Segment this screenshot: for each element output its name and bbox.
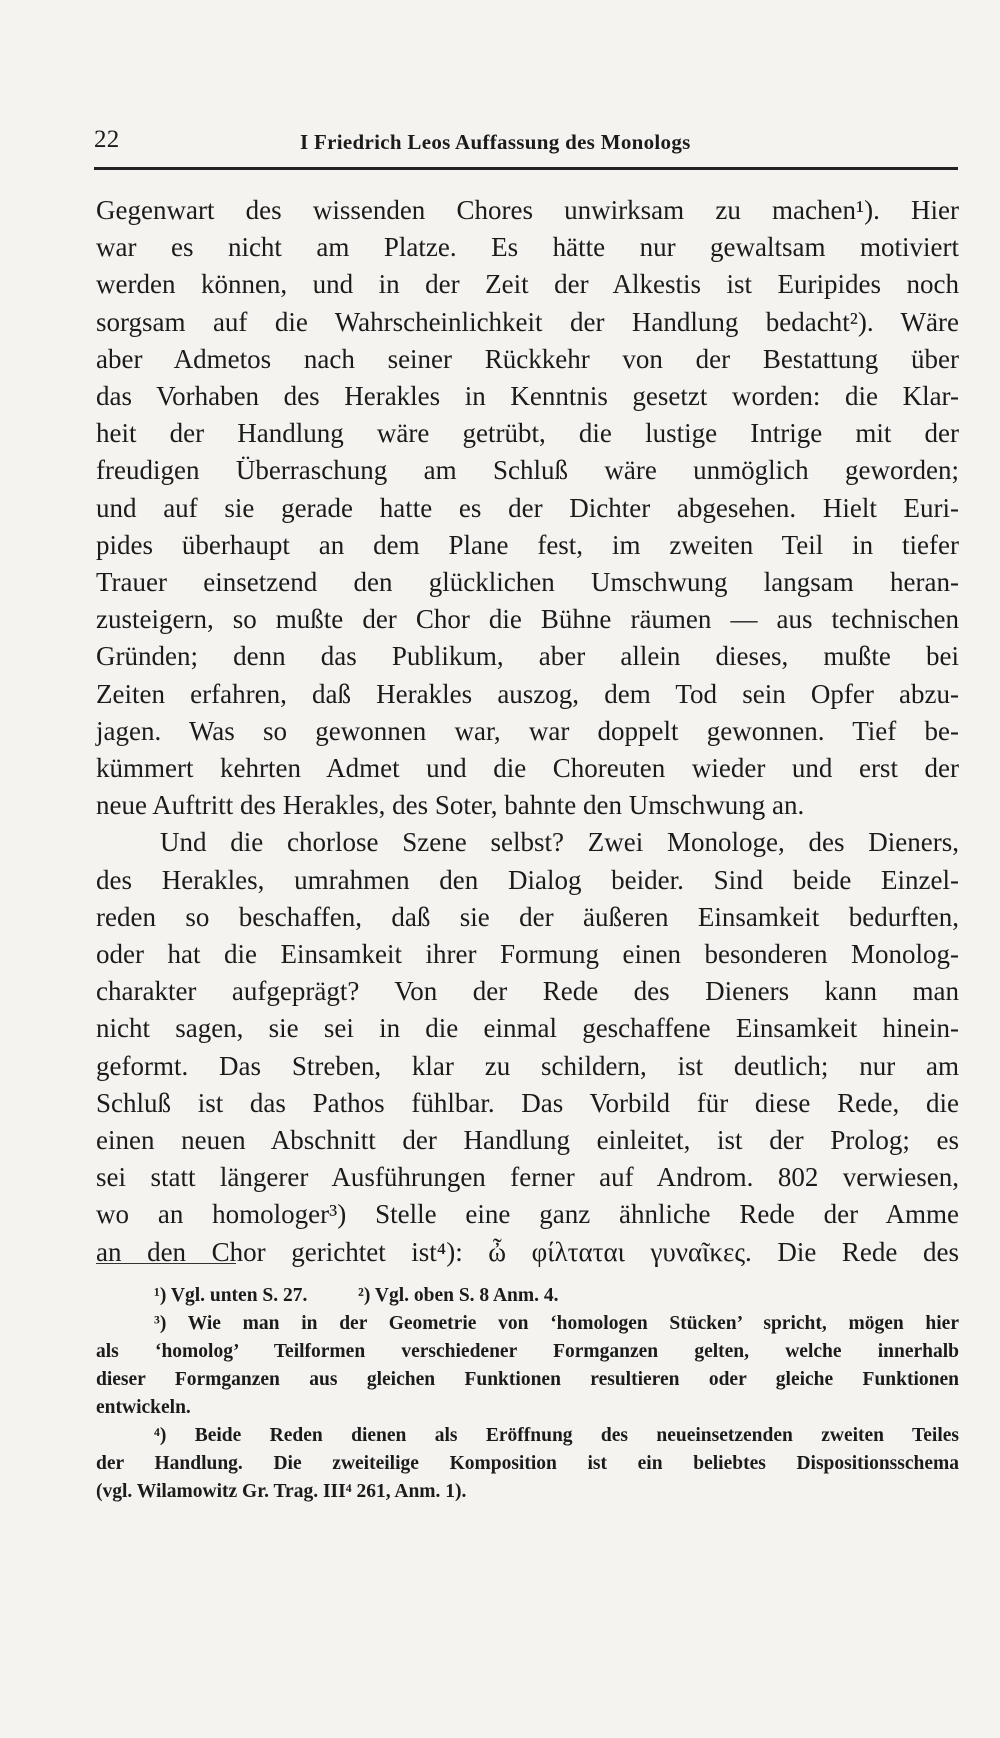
footnote-line: als ‘homolog’ Teilformen verschiedener Formganzen gelten, welche innerhalb	[96, 1341, 959, 1362]
text-line: neue Auftritt des Herakles, des Soter, bahnte den Umschwung an.	[96, 790, 805, 821]
text-line: Und die chorlose Szene selbst? Zwei Monologe, des Dieners,	[160, 827, 959, 858]
text-line: sorgsam auf die Wahrscheinlichkeit der Handlung bedacht²). Wäre	[96, 306, 959, 337]
paragraph-2	[96, 824, 959, 1270]
header-rule	[94, 167, 958, 170]
footnote-1: ¹) Vgl. unten S. 27.	[154, 1285, 308, 1306]
footnote-rule	[96, 1263, 236, 1264]
text-line: das Vorhaben des Herakles in Kenntnis gesetzt worden: die Klar-	[96, 381, 959, 412]
text-line: nicht sagen, sie sei in die einmal geschaffene Einsamkeit hinein-	[96, 1013, 959, 1044]
footnote-line: ⁴) Beide Reden dienen als Eröffnung des neueinsetzenden zweiten Teiles	[154, 1425, 959, 1446]
footnotes	[96, 1282, 959, 1506]
footnote-1-2	[96, 1282, 959, 1310]
text-line: reden so beschaffen, daß sie der äußeren Einsamkeit bedurften,	[96, 901, 959, 932]
text-line: charakter aufgeprägt? Von der Rede des Dieners kann man	[96, 976, 959, 1007]
text-line: Gegenwart des wissenden Chores unwirksam zu machen¹). Hier	[96, 195, 959, 225]
text-line: Schluß ist das Pathos fühlbar. Das Vorbild für diese Rede, die	[96, 1087, 959, 1118]
text-line: jagen. Was so gewonnen war, war doppelt gewonnen. Tief be-	[96, 715, 959, 746]
text-line: geformt. Das Streben, klar zu schildern, ist deutlich; nur am	[96, 1050, 959, 1081]
footnote-line: der Handlung. Die zweiteilige Komposition ist ein beliebtes Dispositionsschema	[96, 1453, 959, 1474]
text-line: kümmert kehrten Admet und die Choreuten wieder und erst der	[96, 753, 959, 784]
text-line: freudigen Überraschung am Schluß wäre unmöglich geworden;	[96, 455, 959, 486]
text-line: sei statt längerer Ausführungen ferner auf Androm. 802 verwiesen,	[96, 1162, 959, 1193]
text-line: und auf sie gerade hatte es der Dichter abgesehen. Hielt Euri-	[96, 492, 959, 523]
text-line: pides überhaupt an dem Plane fest, im zweiten Teil in tiefer	[96, 529, 959, 560]
text-line: heit der Handlung wäre getrübt, die lustige Intrige mit der	[96, 418, 959, 449]
page-number: 22	[94, 126, 120, 153]
text-line: oder hat die Einsamkeit ihrer Formung einen besonderen Monolog-	[96, 939, 959, 970]
paragraph-1	[96, 192, 959, 824]
main-text	[96, 192, 959, 1271]
text-line: wo an homologer³) Stelle eine ganz ähnliche Rede der Amme	[96, 1199, 959, 1230]
footnote-line: entwickeln.	[96, 1397, 191, 1418]
text-line: einen neuen Abschnitt der Handlung einleitet, ist der Prolog; es	[96, 1125, 959, 1156]
text-line: Gründen; denn das Publikum, aber allein dieses, mußte bei	[96, 641, 959, 672]
text-line: an den Chor gerichtet ist⁴): ὦ φίλταται γυναῖκες. Die Rede des	[96, 1236, 959, 1267]
footnote-2: ²) Vgl. oben S. 8 Anm. 4.	[358, 1285, 559, 1306]
text-line: zusteigern, so mußte der Chor die Bühne räumen — aus technischen	[96, 604, 959, 635]
footnote-line: dieser Formganzen aus gleichen Funktionen resultieren oder gleiche Funktionen	[96, 1369, 959, 1390]
text-line: aber Admetos nach seiner Rückkehr von der Bestattung über	[96, 343, 959, 374]
footnote-3	[96, 1310, 959, 1422]
text-line: des Herakles, umrahmen den Dialog beider. Sind beide Einzel-	[96, 864, 959, 895]
footnote-4	[96, 1422, 959, 1506]
running-title: I Friedrich Leos Auffassung des Monologs	[300, 130, 691, 154]
text-line: war es nicht am Platze. Es hätte nur gewaltsam motiviert	[96, 232, 959, 263]
footnote-line: (vgl. Wilamowitz Gr. Trag. III⁴ 261, Anm. 1).	[96, 1481, 467, 1502]
text-line: Zeiten erfahren, daß Herakles auszog, dem Tod sein Opfer abzu-	[96, 678, 959, 709]
footnote-line: ³) Wie man in der Geometrie von ‘homologen Stücken’ spricht, mögen hier	[154, 1313, 959, 1334]
text-line: werden können, und in der Zeit der Alkestis ist Euripides noch	[96, 269, 959, 300]
text-line: Trauer einsetzend den glücklichen Umschwung langsam heran-	[96, 567, 959, 598]
